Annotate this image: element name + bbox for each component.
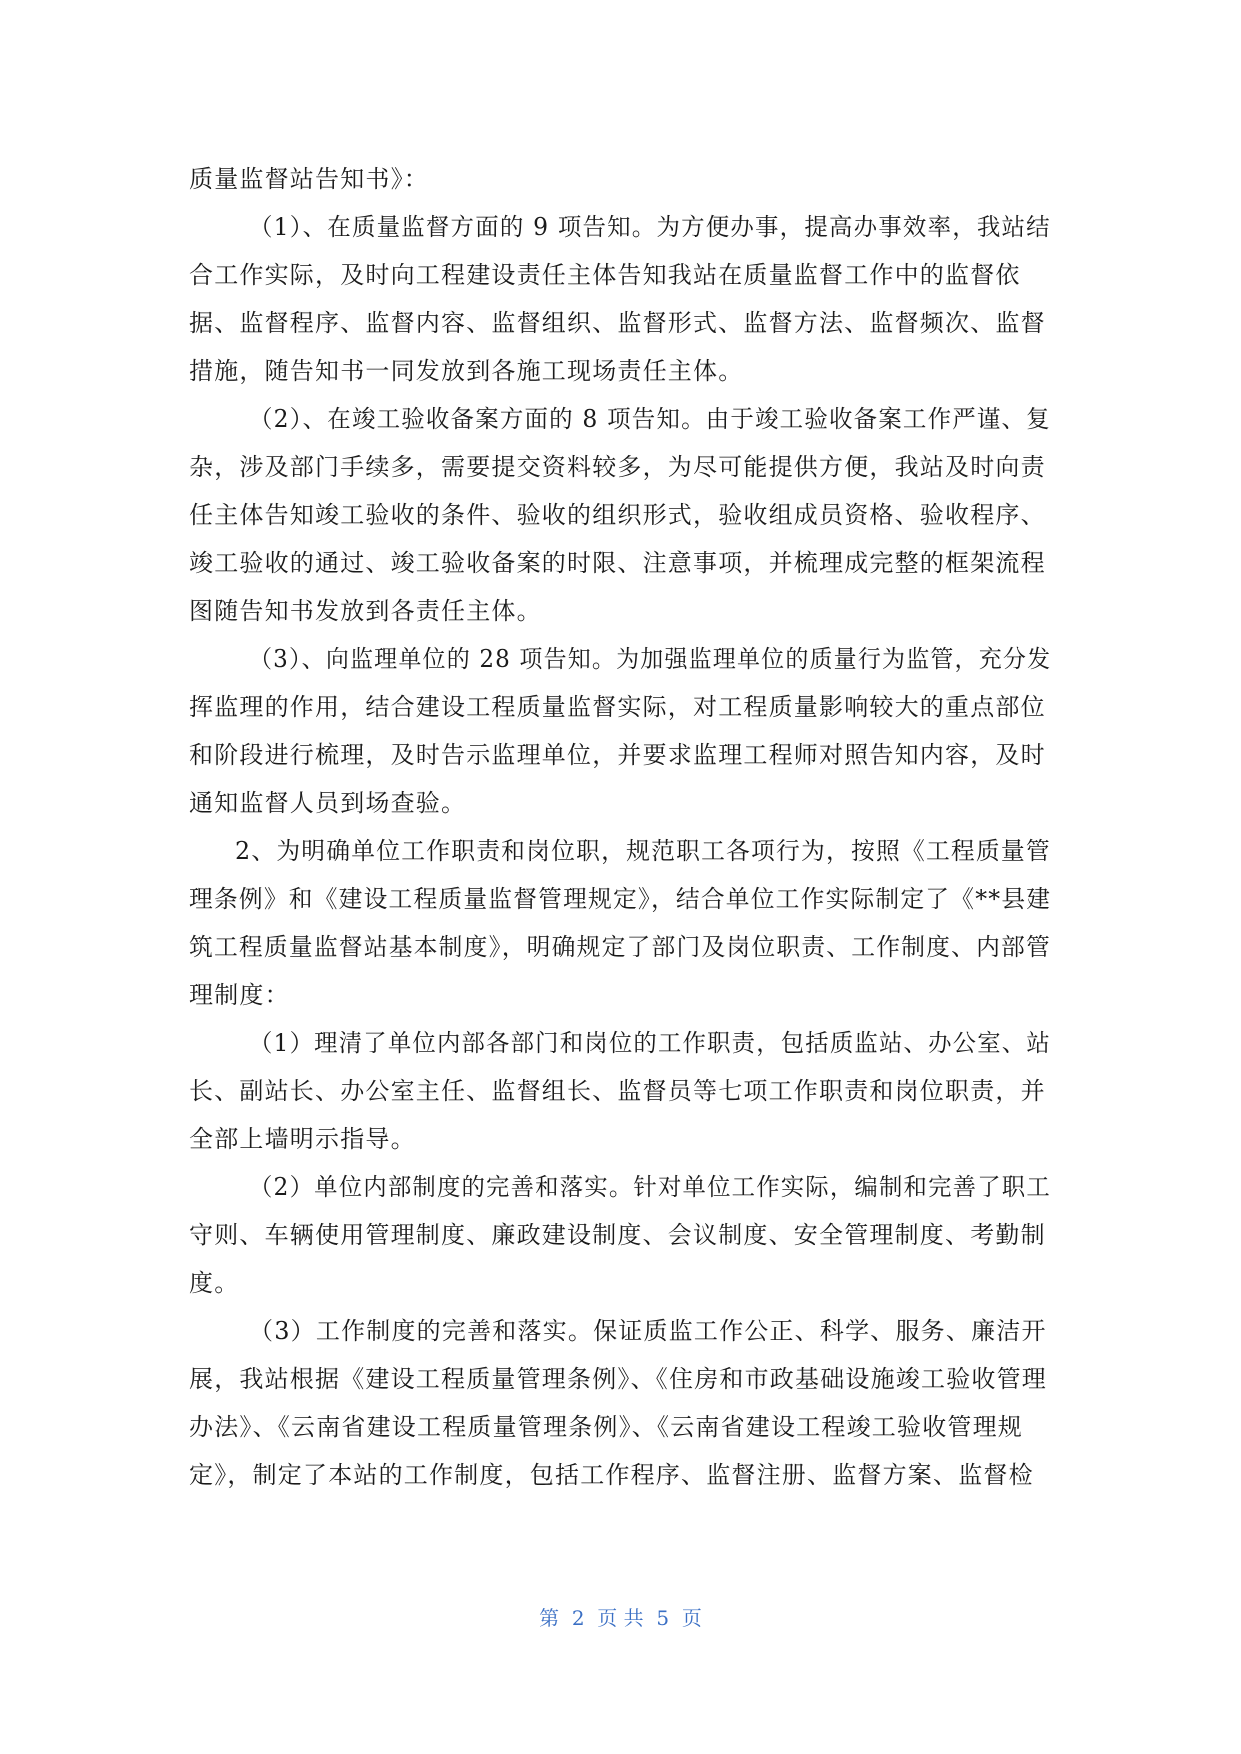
text-line: 挥监理的作用，结合建设工程质量监督实际，对工程质量影响较大的重点部位 (189, 693, 1046, 721)
text-line: 图随告知书发放到各责任主体。 (189, 597, 542, 625)
text-line: 定》，制定了本站的工作制度，包括工作程序、监督注册、监督方案、监督检 (189, 1461, 1034, 1489)
text-line: 理制度： (189, 981, 290, 1009)
text-line: 理条例》和《建设工程质量监督管理规定》，结合单位工作实际制定了《**县建 (189, 885, 1052, 913)
text-line: 筑工程质量监督站基本制度》，明确规定了部门及岗位职责、工作制度、内部管 (189, 933, 1051, 961)
paragraph-start-line: （2）单位内部制度的完善和落实。针对单位工作实际，编制和完善了职工 (249, 1173, 1051, 1201)
text-line: 据、监督程序、监督内容、监督组织、监督形式、监督方法、监督频次、监督 (189, 309, 1046, 337)
text-line: 长、副站长、办公室主任、监督组长、监督员等七项工作职责和岗位职责，并 (189, 1077, 1046, 1105)
text-line: 全部上墙明示指导。 (189, 1125, 416, 1153)
text-line: 合工作实际，及时向工程建设责任主体告知我站在质量监督工作中的监督依 (189, 261, 1021, 289)
paragraph-start-line: （3）、向监理单位的 28 项告知。为加强监理单位的质量行为监管，充分发 (249, 645, 1052, 673)
text-line: 展，我站根据《建设工程质量管理条例》、《住房和市政基础设施竣工验收管理 (189, 1365, 1047, 1393)
text-line: 和阶段进行梳理，及时告示监理单位，并要求监理工程师对照告知内容，及时 (189, 741, 1046, 769)
paragraph-start-line: （1）、在质量监督方面的 9 项告知。为方便办事，提高办事效率，我站结 (249, 213, 1051, 241)
paragraph-start-line: 2、为明确单位工作职责和岗位职，规范职工各项行为，按照《工程质量管 (235, 837, 1051, 865)
text-line: 竣工验收的通过、竣工验收备案的时限、注意事项，并梳理成完整的框架流程 (189, 549, 1046, 577)
text-line: 通知监督人员到场查验。 (189, 789, 467, 817)
paragraph-start-line: （1）理清了单位内部各部门和岗位的工作职责，包括质监站、办公室、站 (249, 1029, 1051, 1057)
text-line: 守则、车辆使用管理制度、廉政建设制度、会议制度、安全管理制度、考勤制 (189, 1221, 1046, 1249)
text-line: 措施，随告知书一同发放到各施工现场责任主体。 (189, 357, 744, 385)
text-line: 办法》、《云南省建设工程质量管理条例》、《云南省建设工程竣工验收管理规 (189, 1413, 1023, 1441)
paragraph-start-line: （3）工作制度的完善和落实。保证质监工作公正、科学、服务、廉洁开 (249, 1317, 1047, 1345)
text-line: 度。 (189, 1269, 240, 1297)
paragraph-start-line: （2）、在竣工验收备案方面的 8 项告知。由于竣工验收备案工作严谨、复 (249, 405, 1051, 433)
text-line: 杂，涉及部门手续多，需要提交资料较多，为尽可能提供方便，我站及时向责 (189, 453, 1046, 481)
text-line: 质量监督站告知书》： (189, 165, 429, 193)
page-number-footer: 第 2 页 共 5 页 (539, 1606, 702, 1630)
text-line: 任主体告知竣工验收的条件、验收的组织形式，验收组成员资格、验收程序、 (189, 501, 1046, 529)
